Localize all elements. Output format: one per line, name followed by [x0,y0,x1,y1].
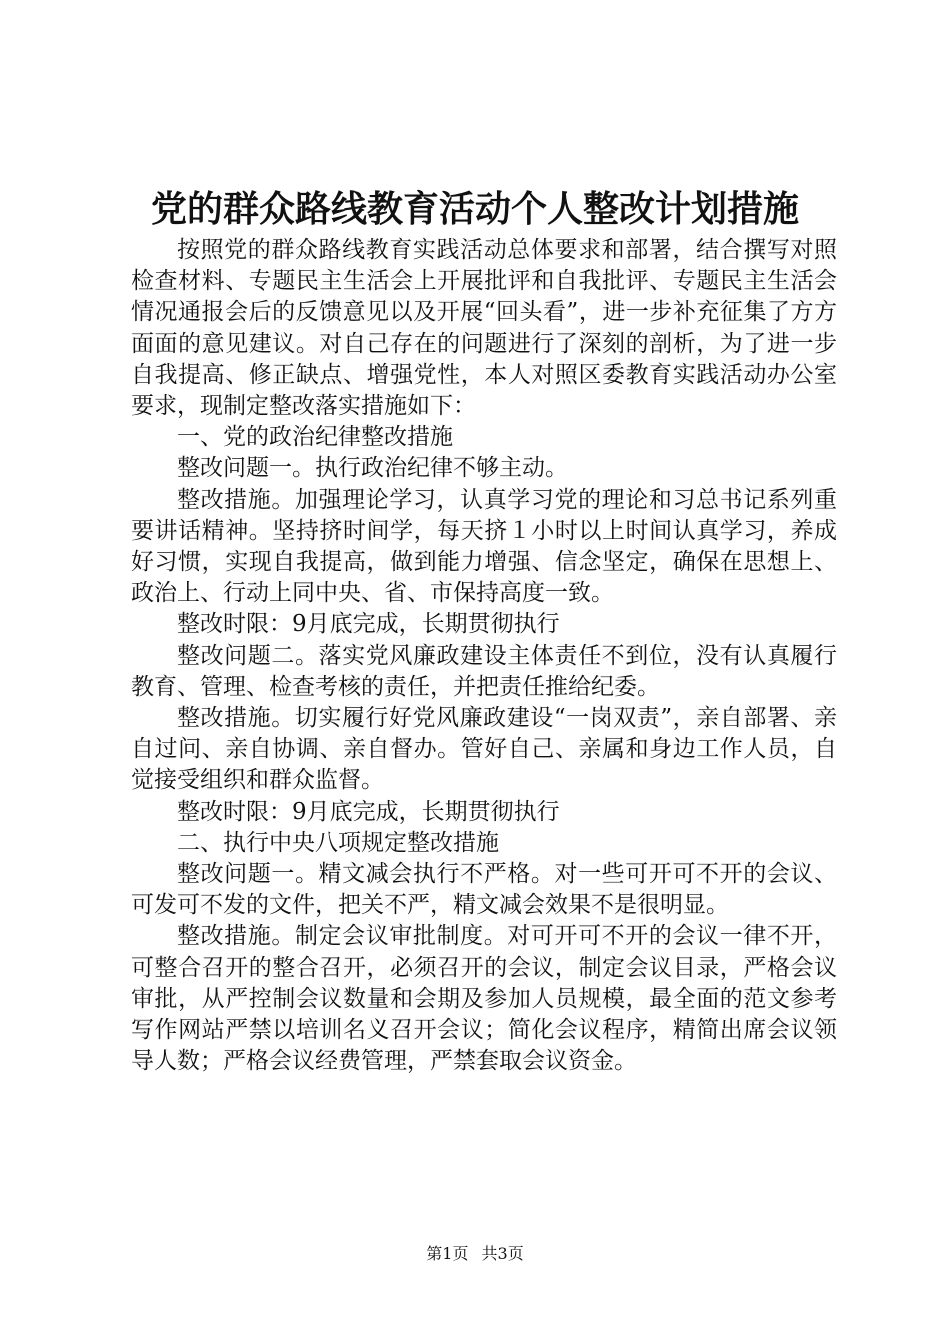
paragraph: 整改时限：9月底完成，长期贯彻执行 [177,611,560,638]
page-number: 第1页 [426,1244,469,1263]
paragraph: 整改问题一。执行政治纪律不够主动。 [177,455,568,482]
paragraph: 整改措施。切实履行好党风廉政建设“一岗双责”，亲自部署、亲自过问、亲自协调、亲自督办。管好自己、亲属和身边工作人员，自觉接受组织和群众监督。 [131,705,837,794]
paragraph: 整改问题一。精文减会执行不严格。对一些可开可不开的会议、可发可不发的文件，把关不严，精文减会效果不是很明显。 [131,861,837,919]
page-footer [0,1243,950,1265]
document-body [131,235,837,1077]
paragraph-intro: 按照党的群众路线教育实践活动总体要求和部署，结合撰写对照检查材料、专题民主生活会上开展批评和自我批评、专题民主生活会情况通报会后的反馈意见以及开展“回头看”，进一步补充征集了方方面面的意见建议。对自己存在的问题进行了深刻的剖析，为了进一步自我提高、修正缺点、增强党性，本人对照区委教育实践活动办公室要求，现制定整改落实措施如下： [131,237,837,420]
paragraph: 整改问题二。落实党风廉政建设主体责任不到位，没有认真履行教育、管理、检查考核的责任，并把责任推给纪委。 [131,642,837,700]
section-heading-2: 二、执行中央八项规定整改措施 [177,829,499,856]
paragraph: 整改时限：9月底完成，长期贯彻执行 [177,798,560,825]
page-total: 共3页 [481,1244,524,1263]
paragraph: 整改措施。制定会议审批制度。对可开可不开的会议一律不开，可整合召开的整合召开，必须召开的会议，制定会议目录，严格会议审批，从严控制会议数量和会期及参加人员规模，最全面的范文参考写作网站严禁以培训名义召开会议；简化会议程序，精简出席会议领导人数；严格会议经费管理，严禁套取会议资金。 [131,923,837,1075]
section-heading-1: 一、党的政治纪律整改措施 [177,424,453,451]
paragraph: 整改措施。加强理论学习，认真学习党的理论和习总书记系列重要讲话精神。坚持挤时间学，每天挤１小时以上时间认真学习，养成好习惯，实现自我提高，做到能力增强、信念坚定，确保在思想上、政治上、行动上同中央、省、市保持高度一致。 [131,486,837,607]
document-title: 党的群众路线教育活动个人整改计划措施 [150,188,799,230]
